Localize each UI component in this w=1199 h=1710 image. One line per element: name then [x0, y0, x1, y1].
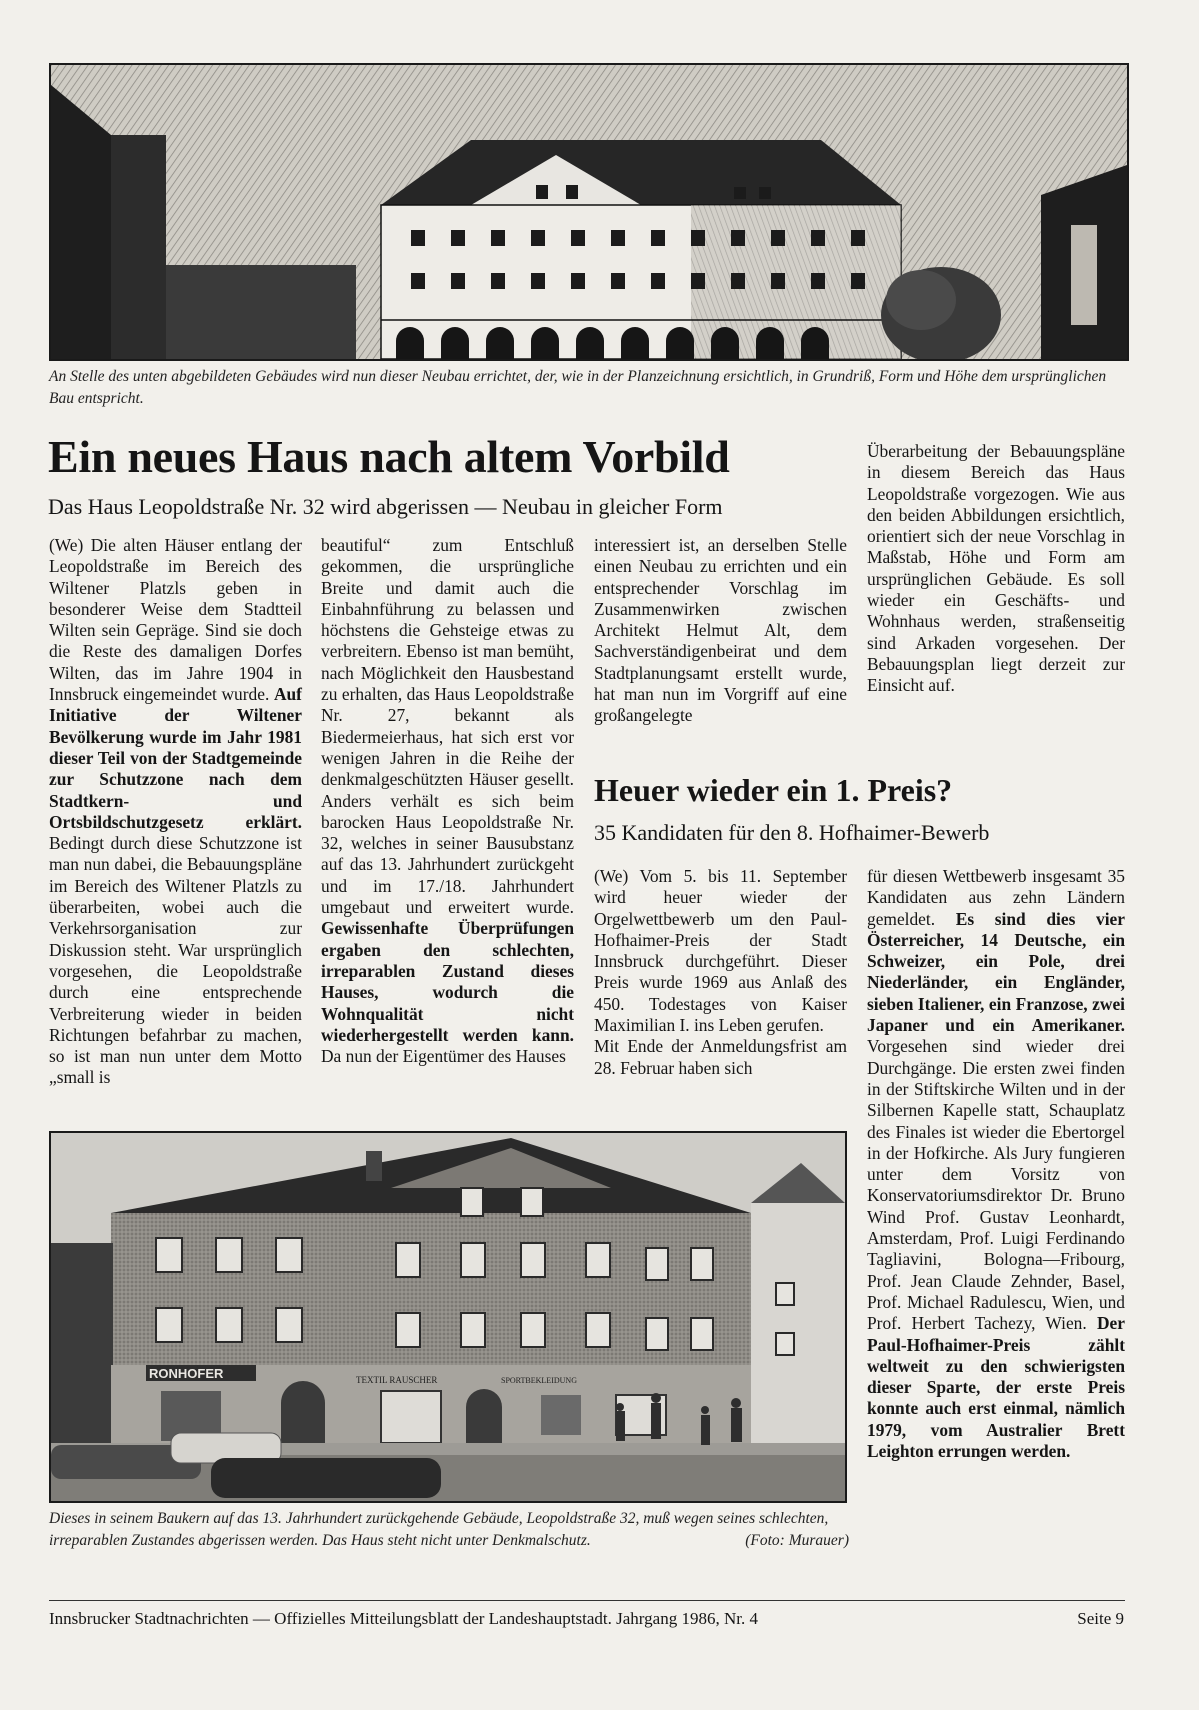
article1-col2-text-a: beautiful“ zum Entschluß gekommen, die ursprüngliche Breite und damit auch die Einbahnführung zu belassen und höchstens die Gehsteige etwas zu verbreitern. Ebenso ist man bemüht, nach Möglichkeit den Hausbestand zu erhalten, das Haus Leopoldstraße Nr. 27, bekannt als Biedermeierhaus, hat sich erst vor wenigen Jahren in die Reihe der denkmalgeschützten Häuser gesellt. — [321, 535, 574, 790]
footer-publication: Innsbrucker Stadtnachrichten — Offizielles Mitteilungsblatt der Landeshauptstadt. Jahrgang 1986, Nr. 4 — [49, 1609, 758, 1628]
article2-col2 — [867, 866, 1125, 1462]
article2-col2-text-d: Als Jury fungieren unter dem Vorsitz von Konservatoriumsdirektor Dr. Bruno Wind Prof. Gustav Leonhardt, Amsterdam, Prof. Luigi Ferdinando Tagliavini, Bologna—Fribourg, Prof. Jean Claude Zehnder, Basel, Prof. Michael Radulescu, Wien, und Prof. Herbert Tachezy, Wien. — [867, 1142, 1126, 1334]
shop-sign-right: SPORTBEKLEIDUNG — [501, 1376, 577, 1385]
article2-col1-text-a: (We) Vom 5. bis 11. September wird heuer wieder der Orgelwettbewerb um den Paul-Hofhaimer-Preis der Stadt Innsbruck durchgeführt. Dieser Preis wurde 1969 aus Anlaß des 450. Todestages von Kaiser Maximilian I. ins Leben gerufen. — [594, 866, 847, 1036]
article2-subheadline: 35 Kandidaten für den 8. Hofhaimer-Bewerb — [594, 820, 990, 845]
bottom-photo-caption-text: Dieses in seinem Baukern auf das 13. Jahrhundert zurückgehende Gebäude, Leopoldstraße 32, muß wegen seines schlechten, irreparablen Zustandes abgerissen werden. Das Haus steht nicht unter Denkmalschutz. — [49, 1510, 829, 1549]
article1-col1-bold: Auf Initiative der Wiltener Bevölkerung wurde im Jahr 1981 dieser Teil von der Stadtgemeinde zur Schutzzone nach dem Stadtkern- und Ortsbildschutzgesetz erklärt. — [49, 684, 302, 832]
article2-col2-bold-countries: Es sind dies vier Österreicher, 14 Deutsche, ein Schweizer, ein Pole, drei Niederländer, ein Engländer, sieben Italiener, ein Franzose, zwei Japaner und ein Amerikaner. — [867, 908, 1125, 1036]
photo-credit: (Foto: Murauer) — [745, 1532, 849, 1549]
article1-col1-text-c: Bedingt durch diese Schutzzone ist man nun dabei, die Bebauungspläne im Bereich des Wiltener Platzls zu überarbeiten, wobei auch die Verkehrsorganisation zur Diskussion steht. War ursprünglich vorgesehen, die Leopoldstraße durch eine entsprechende Verbreiterung wieder in beiden Richtungen befahrbar zu machen, so ist man nun unter dem Motto „small is — [49, 833, 302, 1088]
page-number: Seite 9 — [1077, 1609, 1124, 1628]
article2-headline: Heuer wieder ein 1. Preis? — [594, 772, 953, 808]
article1-col1-text-a: (We) Die alten Häuser entlang der Leopoldstraße im Bereich des Wiltener Platzls geben in besonderer Weise dem Stadtteil Wilten sein Gepräge. Sind sie doch die Reste des damaligen Dorfes Wilten, das im Jahre 1904 in Innsbruck eingemeindet wurde. — [49, 535, 302, 705]
old-building-photo — [51, 1133, 845, 1501]
bottom-photo-caption — [49, 1508, 849, 1552]
top-illustration — [49, 63, 1129, 361]
article1-subheadline: Das Haus Leopoldstraße Nr. 32 wird abgerissen — Neubau in gleicher Form — [48, 494, 723, 519]
shop-sign-middle: TEXTIL RAUSCHER — [356, 1375, 438, 1385]
article2-col1-text-b: Mit Ende der Anmeldungsfrist am 28. Februar haben sich — [594, 1036, 847, 1078]
article2-col2-text-a: für diesen Wettbewerb insgesamt 35 Kandidaten aus zehn Ländern gemeldet. — [867, 866, 1125, 929]
article2-col1 — [594, 866, 847, 1079]
article1-col3: interessiert ist, an derselben Stelle einen Neubau zu errichten und ein entsprechender Vorschlag im Zusammenwirken zwischen Architekt Helmut Alt, dem Sachverständigenbeirat und dem Stadtplanungsamt erstellt wurde, hat man nun im Vorgriff auf eine großangelegte — [594, 535, 847, 726]
article1-col2-text-d: Da nun der Eigentümer des Hauses — [321, 1046, 566, 1067]
article1-col2-bold: Gewissenhafte Überprüfungen ergaben den schlechten, irreparablen Zustand dieses Hauses, wodurch die Wohnqualität nicht wiederhergestellt werden kann. — [321, 918, 574, 1045]
new-building-drawing — [51, 65, 1127, 359]
article1-headline: Ein neues Haus nach altem Vorbild — [48, 431, 730, 482]
shop-sign-left: RONHOFER — [149, 1366, 224, 1381]
article1-col4: Überarbeitung der Bebauungspläne in diesem Bereich das Haus Leopoldstraße vorgezogen. Wie aus den beiden Abbildungen ersichtlich, orientiert sich der neue Vorschlag in Maßstab, Höhe und Form am ursprünglichen Gebäude. Es soll wieder ein Geschäfts- und Wohnhaus werden, straßenseitig sind Arkaden vorgesehen. Der Bebauungsplan liegt derzeit zur Einsicht auf. — [867, 441, 1125, 696]
bottom-photo — [49, 1131, 847, 1503]
top-image-caption: An Stelle des unten abgebildeten Gebäudes wird nun dieser Neubau errichtet, der, wie in der Planzeichnung ersichtlich, in Grundriß, Form und Höhe dem ursprünglichen Bau entspricht. — [49, 368, 1107, 407]
footer-rule — [49, 1600, 1125, 1601]
article1-col2-text-b: Anders verhält es sich beim barocken Haus Leopoldstraße Nr. 32, welches in seiner Bausubstanz auf das 13. Jahrhundert zurückgeht und im 17./18. Jahrhundert umgebaut und erweitert wurde. — [321, 790, 574, 918]
article2-col2-bold-prize: Der Paul-Hofhaimer-Preis zählt weltweit zu den schwierigsten dieser Sparte, der erste Preis konnte auch erst einmal, nämlich 1979, vom Australier Brett Leighton errungen werden. — [867, 1313, 1125, 1462]
article1-col2 — [321, 535, 574, 1067]
article1-col1 — [49, 535, 302, 1089]
article2-col2-text-c: Vorgesehen sind wieder drei Durchgänge. Die ersten zwei finden in der Stiftskirche Wilten und in der Silbernen Kapelle statt, Schauplatz des Finales ist wieder die Ebertorgel in der Hofkirche. — [867, 1036, 1125, 1163]
